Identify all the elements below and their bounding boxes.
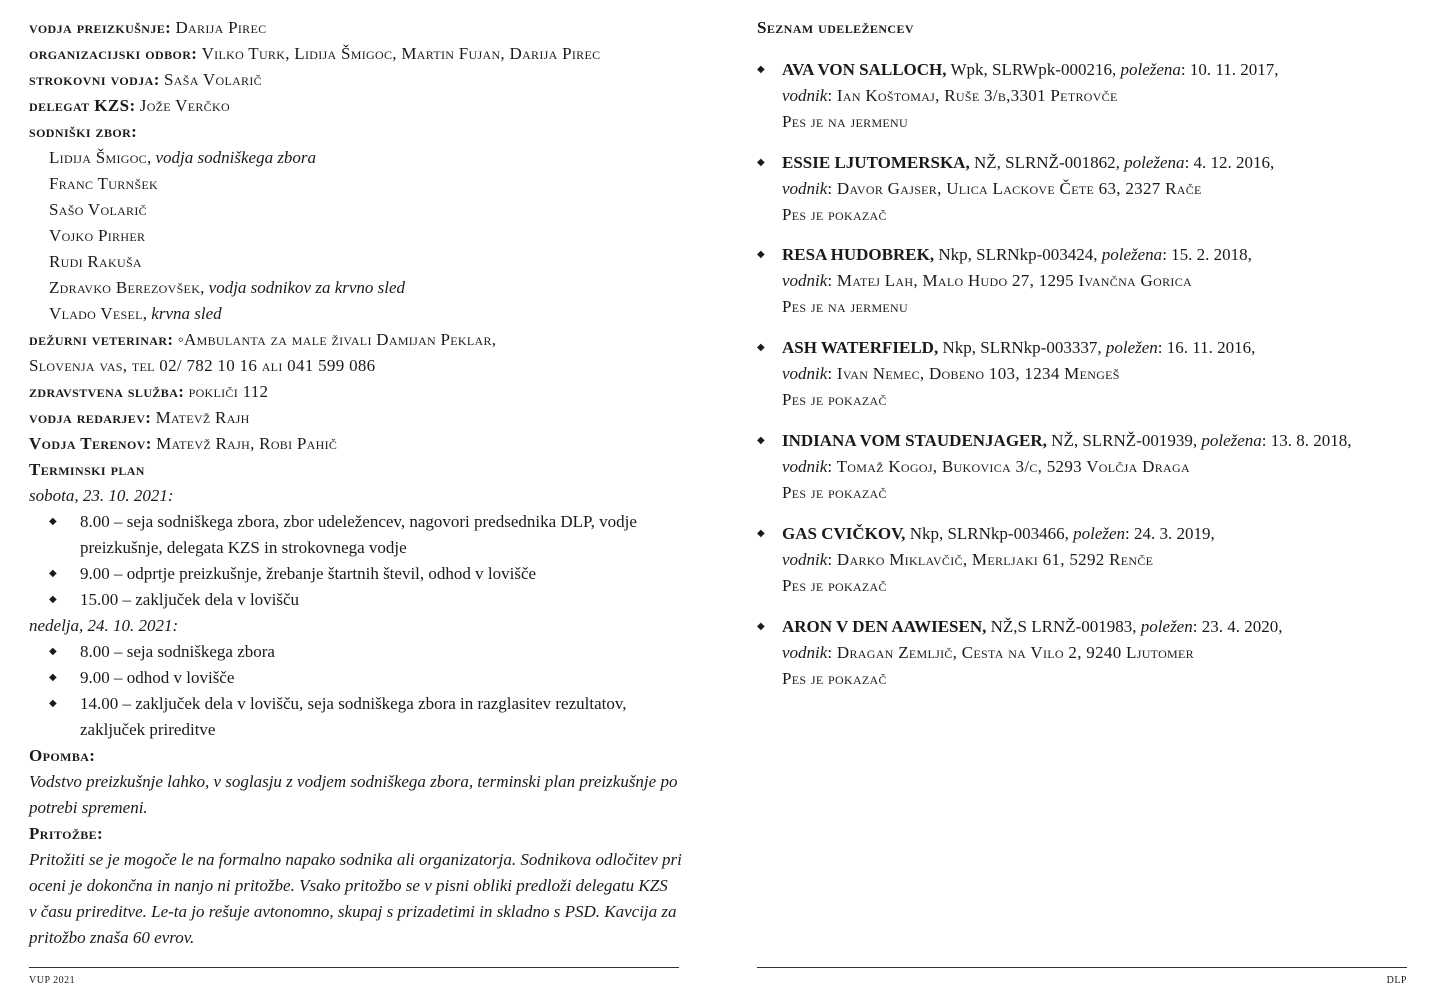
dog-entry: [782, 428, 1352, 454]
judge-role: vodja sodniškega zbora: [155, 148, 317, 167]
dog-name: INDIANA VOM STAUDENJAGER,: [782, 431, 1047, 450]
plan-label: Terminski plan: [29, 460, 145, 479]
vet-row: [29, 327, 496, 353]
footer-left: VUP 2021: [29, 975, 76, 986]
handler-value: : Davor Gajser, Ulica Lackove Čete 63, 2327 Rače: [827, 179, 1202, 198]
footer-right: DLP: [1386, 975, 1407, 986]
judge-name: Vojko Pirher: [49, 226, 146, 245]
bullet-icon: ◆: [757, 435, 765, 446]
dog-entry: [782, 150, 1274, 176]
vodja-label: vodja preizkušnje:: [29, 18, 172, 37]
dog-note: Pes je pokazač: [782, 483, 887, 502]
pritozbe-label: Pritožbe:: [29, 824, 104, 843]
dog-note: Pes je na jermenu: [782, 297, 908, 316]
teren-value: Matevž Rajh, Robi Pahič: [156, 434, 338, 453]
bullet-icon: ◆: [757, 157, 765, 168]
judge-name: Sašo Volarič: [49, 200, 147, 219]
dog-handler: [782, 361, 1120, 387]
dog-handler: [782, 268, 1192, 294]
judge-name: Vlado Vesel: [49, 304, 143, 323]
teren-row: [29, 431, 337, 457]
schedule-item: 9.00 – odprtje preizkušnje, žrebanje štartnih števil, odhod v lovišče: [80, 564, 537, 583]
pritozbe-text: oceni je dokončna in nanjo ni pritožbe. Vsako pritožbo se v pisni obliki predloži delegatu KZS: [29, 876, 668, 895]
dog-note: Pes je na jermenu: [782, 112, 908, 131]
dog-info: Wpk, SLRWpk-000216,: [946, 60, 1121, 79]
bullet-icon: ◆: [757, 64, 765, 75]
dog-born-label: poležen: [1105, 338, 1158, 357]
judge-item: Zdravko Berezovšek, vodja sodnikov za krvno sled: [49, 278, 406, 297]
dog-note: Pes je pokazač: [782, 669, 887, 688]
odbor-value: Vilko Turk, Lidija Šmigoc, Martin Fujan, Darija Pirec: [201, 44, 601, 63]
opomba-label: Opomba:: [29, 746, 96, 765]
dog-note: Pes je pokazač: [782, 205, 887, 224]
judge-item: [49, 197, 147, 223]
bullet-icon: ◆: [757, 621, 765, 632]
strokovni-row: [29, 67, 262, 93]
dog-handler: [782, 176, 1202, 202]
footer-divider: [29, 967, 679, 968]
vodja-row: [29, 15, 266, 41]
zdrav-row: [29, 379, 268, 405]
opomba-text: potrebi spremeni.: [29, 798, 148, 817]
bullet-icon: ◆: [49, 516, 57, 527]
participants-title-text: Seznam udeležencev: [757, 18, 914, 37]
vet-value-2: Slovenja vas, tel 02/ 782 10 16 ali 041 599 086: [29, 356, 376, 375]
odbor-label: organizacijski odbor:: [29, 44, 198, 63]
handler-value: : Darko Miklavčič, Merljaki 61, 5292 Renče: [827, 550, 1154, 569]
bullet-icon: ◆: [49, 672, 57, 683]
schedule-item: 9.00 – odhod v lovišče: [80, 668, 235, 687]
pritozbe-text: Pritožiti se je mogoče le na formalno napako sodnika ali organizatorja. Sodnikova odločitev pri: [29, 850, 682, 869]
zbor-row: [29, 119, 137, 145]
handler-value: : Ian Koštomaj, Ruše 3/b,3301 Petrovče: [827, 86, 1118, 105]
bullet-icon: ◆: [49, 568, 57, 579]
opomba-text: Vodstvo preizkušnje lahko, v soglasju z vodjem sodniškega zbora, terminski plan preizkušnje po: [29, 772, 678, 791]
dog-born: : 16. 11. 2016,: [1157, 338, 1256, 357]
bullet-icon: ◆: [757, 249, 765, 260]
participants-title: [757, 15, 914, 41]
dog-entry: [782, 242, 1252, 268]
dog-name: ASH WATERFIELD,: [782, 338, 939, 357]
judge-item: Lidija Šmigoc, vodja sodniškega zbora: [49, 148, 317, 167]
dog-born: : 24. 3. 2019,: [1125, 524, 1215, 543]
dog-handler: [782, 640, 1194, 666]
dog-handler: [782, 547, 1153, 573]
pritozbe-heading: [29, 821, 103, 847]
judge-item: Vlado Vesel, krvna sled: [49, 304, 222, 323]
dog-name: AVA VON SALLOCH,: [782, 60, 947, 79]
delegat-value: Jože Verčko: [139, 96, 230, 115]
dog-note: Pes je pokazač: [782, 576, 887, 595]
schedule-item: 15.00 – zaključek dela v lovišču: [80, 590, 300, 609]
judge-name: Lidija Šmigoc: [49, 148, 147, 167]
dog-note: Pes je pokazač: [782, 390, 887, 409]
schedule-item-cont: zaključek prireditve: [80, 720, 216, 739]
dog-born-label: poležena: [1201, 431, 1262, 450]
dog-born-label: poležena: [1124, 153, 1185, 172]
dog-info: NŽ, SLRNŽ-001939,: [1046, 431, 1202, 450]
judge-role: vodja sodnikov za krvno sled: [208, 278, 406, 297]
dog-born-label: poležena: [1101, 245, 1163, 264]
judge-name: Rudi Rakuša: [49, 252, 142, 271]
delegat-label: delegat KZS:: [29, 96, 136, 115]
strokovni-value: Saša Volarič: [164, 70, 262, 89]
redar-value: Matevž Rajh: [155, 408, 250, 427]
handler-label: vodnik: [782, 550, 828, 569]
handler-value: : Dragan Zemljič, Cesta na Vilo 2, 9240 Ljutomer: [827, 643, 1194, 662]
plan-heading: [29, 457, 145, 483]
bullet-icon: ◆: [49, 698, 57, 709]
pritozbe-text: pritožbo znaša 60 evrov.: [29, 928, 195, 947]
pritozbe-text: v času prireditve. Le-ta jo rešuje avtonomno, skupaj s prizadetimi in skladno s PSD. Kavcija za: [29, 902, 677, 921]
dog-name: ARON V DEN AAWIESEN,: [782, 617, 987, 636]
opomba-heading: [29, 743, 95, 769]
handler-value: : Matej Lah, Malo Hudo 27, 1295 Ivančna Gorica: [827, 271, 1192, 290]
zdrav-label: zdravstvena služba:: [29, 382, 185, 401]
dog-info: NŽ, SLRNŽ-001862,: [969, 153, 1125, 172]
dog-born-label: poležen: [1140, 617, 1193, 636]
vodja-value: Darija Pirec: [175, 18, 267, 37]
bullet-icon: ◆: [757, 342, 765, 353]
judge-item: [49, 223, 145, 249]
schedule-item: 8.00 – seja sodniškega zbora: [80, 642, 275, 661]
judge-item: [49, 171, 158, 197]
handler-value: : Ivan Nemec, Dobeno 103, 1234 Mengeš: [827, 364, 1120, 383]
day1-heading: sobota, 23. 10. 2021:: [29, 486, 174, 505]
judge-name: Franc Turnšek: [49, 174, 159, 193]
zdrav-value: pokliči 112: [188, 382, 269, 401]
dog-info: Nkp, SLRNkp-003337,: [938, 338, 1106, 357]
teren-label: Vodja Terenov:: [29, 434, 152, 453]
dog-entry: [782, 335, 1255, 361]
bullet-icon: ◆: [49, 594, 57, 605]
dog-info: Nkp, SLRNkp-003466,: [905, 524, 1074, 543]
dog-born-label: poležen: [1073, 524, 1126, 543]
bullet-icon: ◆: [757, 528, 765, 539]
footer-divider: [757, 967, 1407, 968]
vet-value-1: ◦Ambulanta za male živali Damijan Peklar,: [177, 330, 497, 349]
redar-row: [29, 405, 250, 431]
handler-value: : Tomaž Kogoj, Bukovica 3/c, 5293 Volčja Draga: [827, 457, 1190, 476]
vet-row-2: [29, 353, 375, 379]
handler-label: vodnik: [782, 364, 828, 383]
dog-name: RESA HUDOBREK,: [782, 245, 935, 264]
dog-info: Nkp, SLRNkp-003424,: [934, 245, 1102, 264]
dog-born: : 23. 4. 2020,: [1192, 617, 1283, 636]
handler-label: vodnik: [782, 457, 828, 476]
handler-label: vodnik: [782, 643, 828, 662]
dog-entry: [782, 521, 1215, 547]
handler-label: vodnik: [782, 271, 828, 290]
dog-name: ESSIE LJUTOMERSKA,: [782, 153, 970, 172]
zbor-label: sodniški zbor:: [29, 122, 138, 141]
dog-born: : 4. 12. 2016,: [1184, 153, 1275, 172]
redar-label: vodja redarjev:: [29, 408, 152, 427]
bullet-icon: ◆: [49, 646, 57, 657]
schedule-item: 14.00 – zaključek dela v lovišču, seja sodniškega zbora in razglasitev rezultatov,: [80, 694, 627, 713]
dog-handler: [782, 454, 1190, 480]
judge-item: [49, 249, 142, 275]
odbor-row: [29, 41, 600, 67]
schedule-item-cont: preizkušnje, delegata KZS in strokovnega vodje: [80, 538, 407, 557]
dog-born-label: poležena: [1120, 60, 1181, 79]
dog-handler: [782, 83, 1118, 109]
vet-label: dežurni veterinar:: [29, 330, 174, 349]
handler-label: vodnik: [782, 179, 828, 198]
dog-entry: [782, 57, 1279, 83]
dog-name: GAS CVIČKOV,: [782, 524, 906, 543]
delegat-row: [29, 93, 230, 119]
dog-born: : 15. 2. 2018,: [1162, 245, 1252, 264]
dog-born: : 10. 11. 2017,: [1180, 60, 1279, 79]
dog-entry: [782, 614, 1282, 640]
schedule-item: 8.00 – seja sodniškega zbora, zbor udeležencev, nagovori predsednika DLP, vodje: [80, 512, 637, 531]
dog-info: NŽ,S LRNŽ-001983,: [986, 617, 1141, 636]
judge-role: krvna sled: [151, 304, 222, 323]
handler-label: vodnik: [782, 86, 828, 105]
judge-name: Zdravko Berezovšek: [49, 278, 201, 297]
day2-heading: nedelja, 24. 10. 2021:: [29, 616, 179, 635]
strokovni-label: strokovni vodja:: [29, 70, 160, 89]
dog-born: : 13. 8. 2018,: [1261, 431, 1352, 450]
